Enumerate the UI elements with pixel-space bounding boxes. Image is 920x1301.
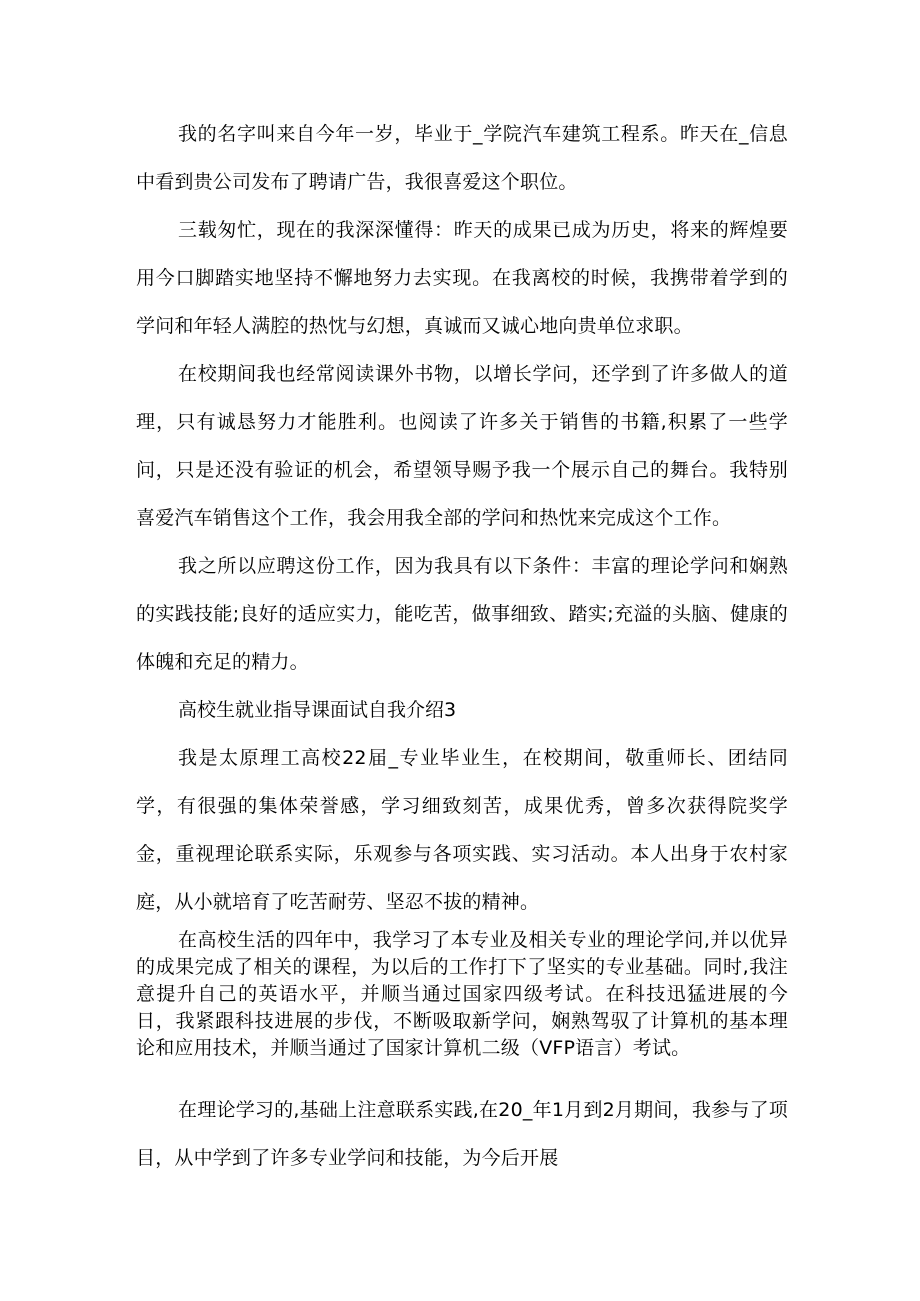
- paragraph-2: 三载匆忙，现在的我深深懂得：昨天的成果已成为历史，将来的辉煌要用今口脚踏实地坚持不懈地努力去实现。在我离校的时候，我携带着学到的学问和年轻人满腔的热忱与幻想，真诚而又诚心地向贵单位求职。: [136, 219, 788, 337]
- section-heading: 高校生就业指导课面试自我介绍3: [178, 699, 457, 721]
- paragraph-3: 在校期间我也经常阅读课外书物，以增长学问，还学到了许多做人的道理，只有诚恳努力才能胜利。也阅读了许多关于销售的书籍,积累了一些学问，只是还没有验证的机会，希望领导赐予我一个展示自己的舞台。我特别喜爱汽车销售这个工作，我会用我全部的学问和热忱来完成这个工作。: [136, 363, 788, 529]
- paragraph-6: 在高校生活的四年中，我学习了本专业及相关专业的理论学问,并以优异的成果完成了相关的课程，为以后的工作打下了坚实的专业基础。同时,我注意提升自己的英语水平，并顺当通过国家四级考试。在科技迅猛进展的今日，我紧跟科技进展的步伐，不断吸取新学问，娴熟驾驭了计算机的基本理论和应用技术，并顺当通过了国家计算机二级（VFP语言）考试。: [136, 929, 788, 1059]
- paragraph-1: 我的名字叫来自今年一岁，毕业于_学院汽车建筑工程系。昨天在_信息中看到贵公司发布了聘请广告，我很喜爱这个职位。: [136, 123, 788, 193]
- paragraph-4: 我之所以应聘这份工作，因为我具有以下条件：丰富的理论学问和娴熟的实践技能;良好的适应实力，能吃苦，做事细致、踏实;充溢的头脑、健康的体魄和充足的精力。: [136, 555, 788, 673]
- paragraph-7: 在理论学习的,基础上注意联系实践,在20_年1月到2月期间，我参与了项目，从中学到了许多专业学问和技能，为今后开展: [136, 1099, 788, 1169]
- paragraph-5: 我是太原理工高校22届_专业毕业生，在校期间，敬重师长、团结同学，有很强的集体荣誉感，学习细致刻苦，成果优秀，曾多次获得院奖学金，重视理论联系实际，乐观参与各项实践、实习活动。本人出身于农村家庭，从小就培育了吃苦耐劳、坚忍不拔的精神。: [136, 747, 788, 913]
